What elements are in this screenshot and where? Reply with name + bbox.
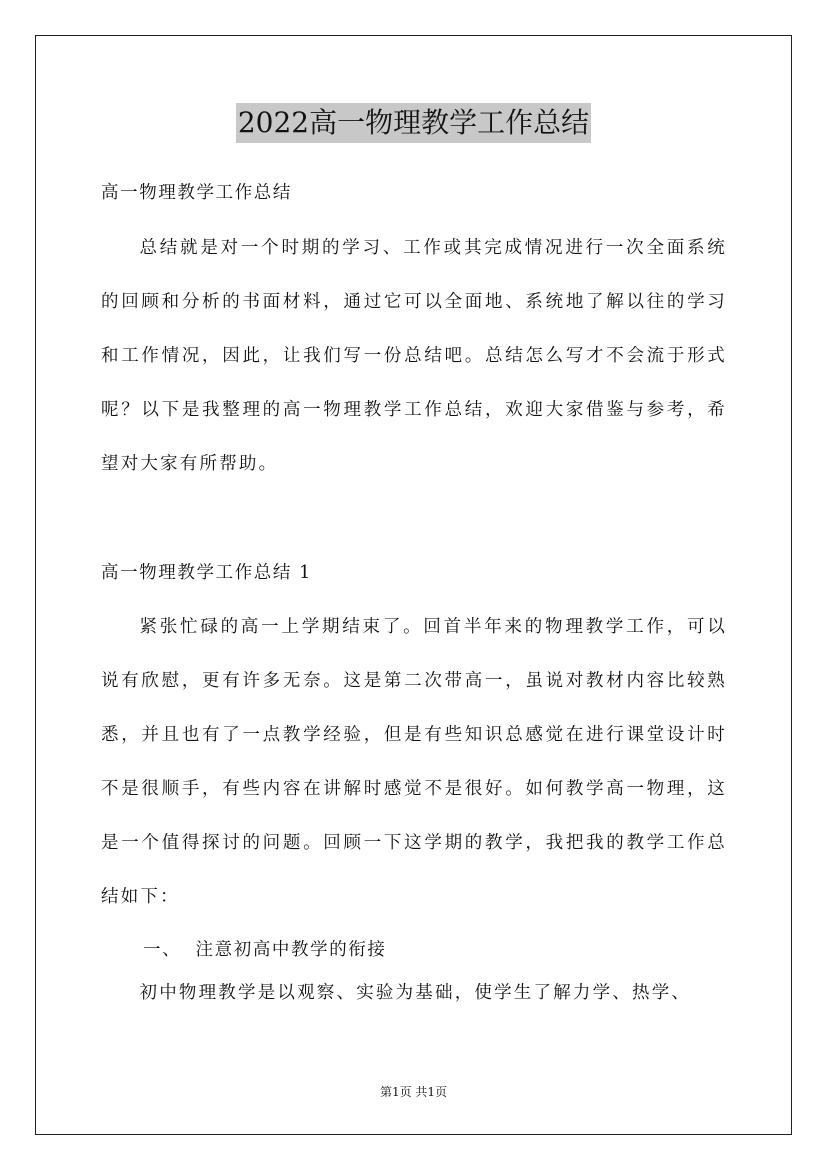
intro-paragraph: 总结就是对一个时期的学习、工作或其完成情况进行一次全面系统的回顾和分析的书面材料，通过它可以全面地、系统地了解以往的学习和工作情况，因此，让我们写一份总结吧。总结怎么写才不会流于形式呢？以下是我整理的高一物理教学工作总结，欢迎大家借鉴与参考，希望对大家有所帮助。 — [101, 238, 727, 474]
body-paragraph: 初中物理教学是以观察、实验为基础，使学生了解力学、热学、 — [139, 983, 692, 1003]
title-text: 2022高一物理教学工作总结 — [236, 103, 591, 143]
subtitle: 高一物理教学工作总结 — [101, 183, 292, 203]
section-heading: 高一物理教学工作总结 1 — [101, 563, 312, 583]
document-title — [0, 102, 827, 143]
list-item-heading: 一、 注意初高中教学的衔接 — [143, 940, 387, 960]
section-paragraph: 紧张忙碌的高一上学期结束了。回首半年来的物理教学工作，可以说有欣慰，更有许多无奈。这是第二次带高一，虽说对教材内容比较熟悉，并且也有了一点教学经验，但是有些知识总感觉在进行课堂设计时不是很顺手，有些内容在讲解时感觉不是很好。如何教学高一物理，这是一个值得探讨的问题。回顾一下这学期的教学，我把我的教学工作总结如下： — [101, 617, 727, 907]
page-footer: 第1页 共1页 — [379, 1085, 448, 1099]
